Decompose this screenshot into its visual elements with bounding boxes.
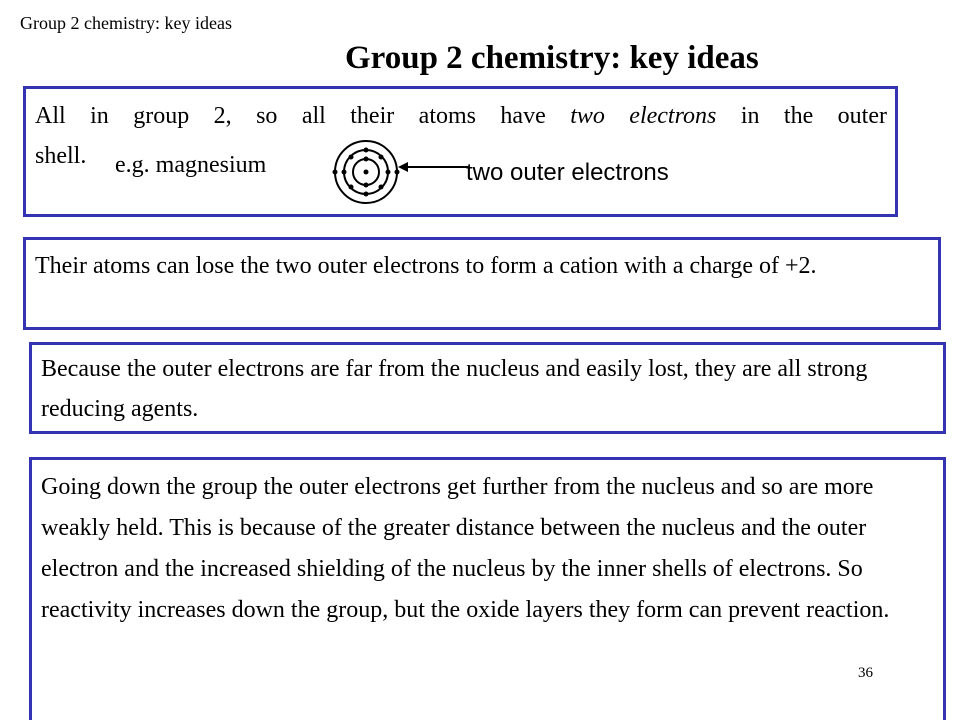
page-number: 36 xyxy=(858,665,873,681)
key-idea-box-outer-electrons xyxy=(23,86,898,217)
example-label: e.g. magnesium xyxy=(115,152,267,178)
key-idea-box-reducing-agents xyxy=(29,342,946,434)
text-after-italic: in the outer xyxy=(716,103,887,129)
key-idea-box-reactivity-trend xyxy=(29,457,946,720)
key-idea-text: Their atoms can lose the two outer electrons to form a cation with a charge of +2. xyxy=(35,253,817,279)
key-idea-text: Because the outer electrons are far from the nucleus and easily lost, they are all strong reducing agents. xyxy=(41,356,868,422)
magnesium-atom-diagram-icon xyxy=(331,137,401,207)
left-arrow-icon xyxy=(398,159,470,175)
text-before-italic: All in group 2, so all their atoms have xyxy=(35,103,571,129)
page-title: Group 2 chemistry: key ideas xyxy=(345,40,759,76)
header-small-title: Group 2 chemistry: key ideas xyxy=(20,13,232,33)
italic-two-electrons: two electrons xyxy=(570,103,717,129)
arrow-label: two outer electrons xyxy=(466,159,669,186)
key-idea-text: Going down the group the outer electrons get further from the nucleus and so are more weakly held. This is because of the greater distance between the nucleus and the outer electron and the increased shielding of the nucleus by the inner shells of electrons. So reactivity increases down the group, but the oxide layers they form can prevent reaction. xyxy=(41,474,890,623)
key-idea-box-cation xyxy=(23,237,941,330)
key-idea-text-line1 xyxy=(35,96,887,136)
key-idea-text-line2: shell. xyxy=(35,143,87,169)
